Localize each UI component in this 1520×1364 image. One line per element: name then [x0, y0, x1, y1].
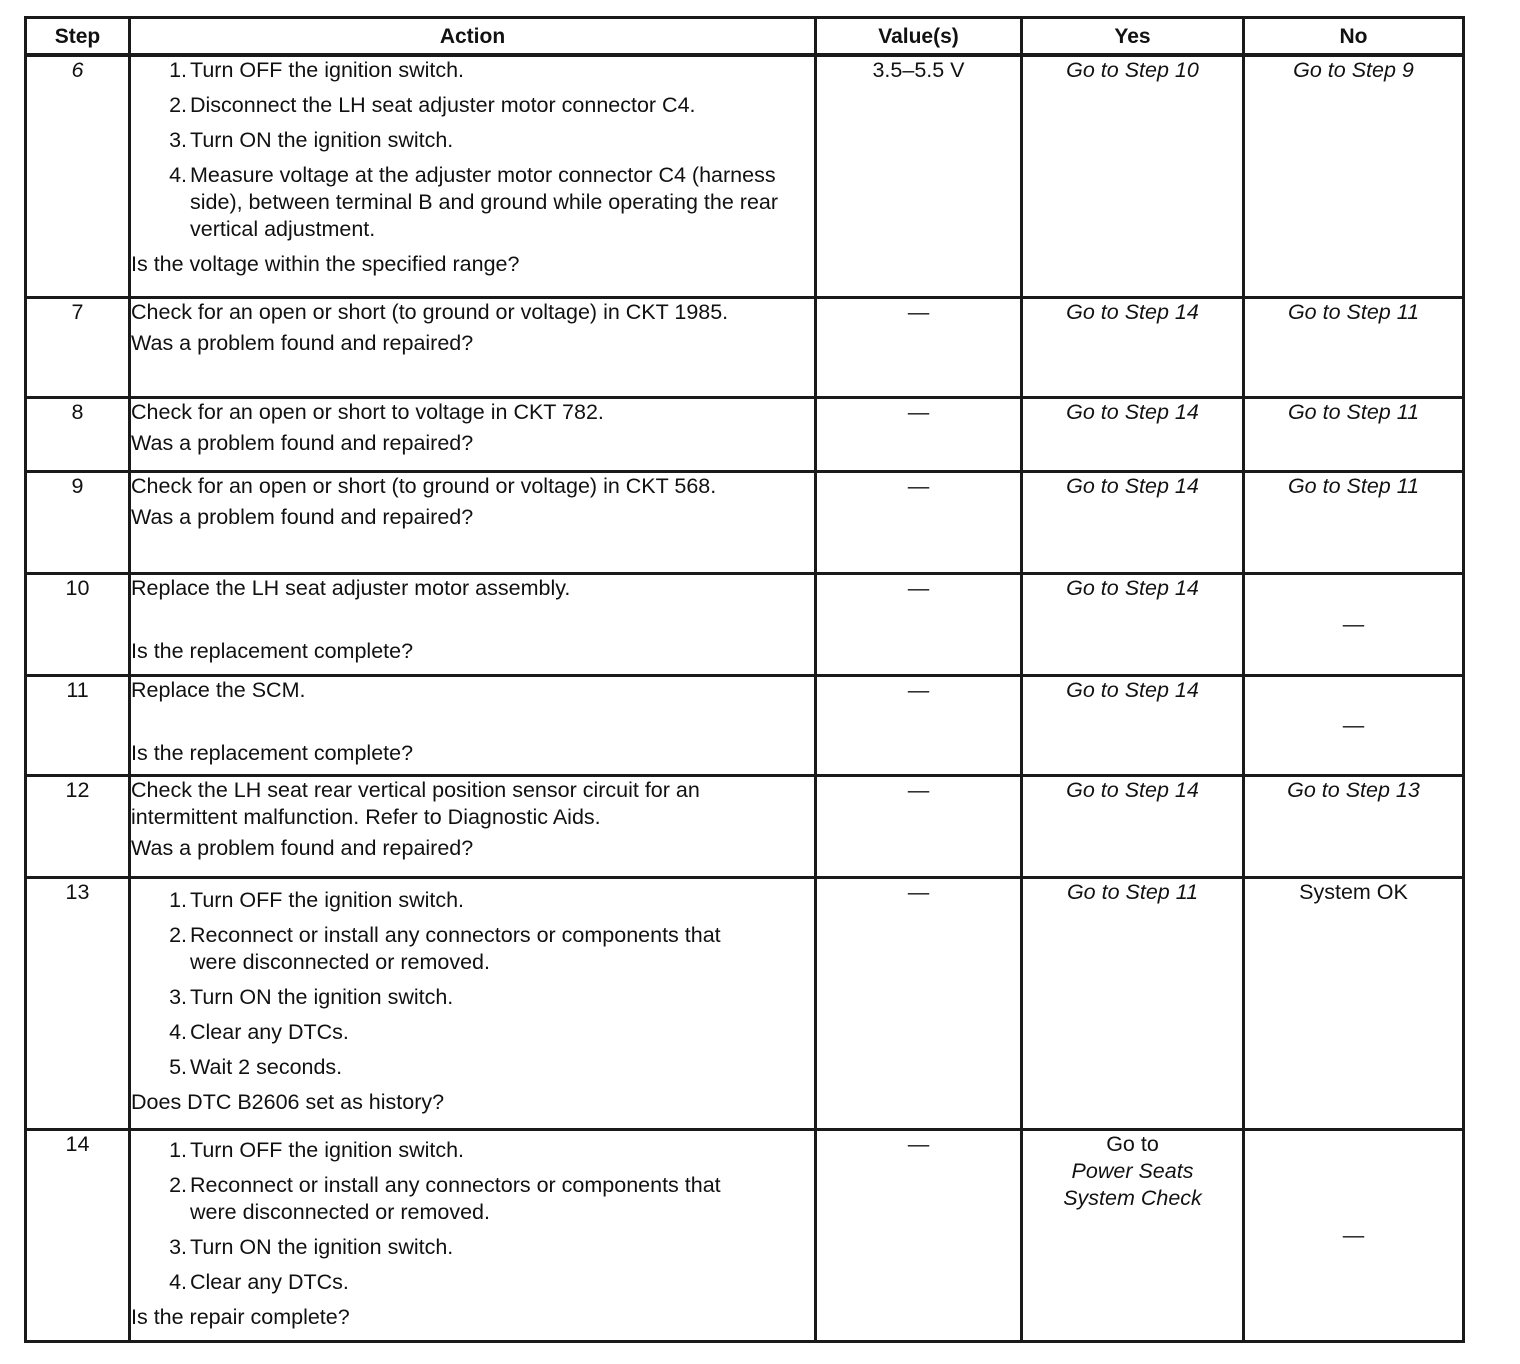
table-row [26, 297, 1464, 397]
list-item: 5. Wait 2 seconds. [169, 1054, 343, 1079]
no-cell: System OK [1244, 877, 1464, 1129]
value-cell: — [816, 297, 1022, 397]
spacer [131, 704, 814, 740]
list-item: 1. Turn OFF the ignition switch. [169, 887, 465, 912]
table-row [26, 471, 1464, 573]
yes-cell: Go to Step 14 [1022, 775, 1244, 877]
action-cell [130, 1129, 816, 1341]
action-cell [130, 573, 816, 675]
yes-cell: Go to Step 14 [1022, 675, 1244, 775]
value-cell: 3.5–5.5 V [816, 55, 1022, 297]
yes-cell: Go to Step 14 [1022, 297, 1244, 397]
table-row [26, 877, 1464, 1129]
action-text: Replace the LH seat adjuster motor assembly. [131, 575, 571, 600]
action-question: Was a problem found and repaired? [131, 504, 474, 529]
table-row [26, 1129, 1464, 1341]
step-number: 7 [26, 297, 130, 397]
spacer [131, 602, 814, 638]
header-action: Action [130, 18, 816, 56]
yes-line-3: System Check [1063, 1185, 1202, 1210]
action-text: Check for an open or short (to ground or voltage) in CKT 568. [131, 473, 717, 498]
list-item: 3. Turn ON the ignition switch. [169, 128, 454, 152]
table-row [26, 675, 1464, 775]
yes-cell: Go to Step 14 [1022, 471, 1244, 573]
action-question: Is the replacement complete? [131, 740, 414, 765]
list-item: 2. Reconnect or install any connectors or components that were disconnected or removed. [169, 922, 721, 974]
yes-line-2: Power Seats [1071, 1158, 1194, 1183]
step-number: 11 [26, 675, 130, 775]
no-cell: Go to Step 11 [1244, 397, 1464, 471]
action-cell [130, 55, 816, 297]
step-number: 12 [26, 775, 130, 877]
list-item: 4. Clear any DTCs. [169, 1269, 349, 1294]
value-cell: — [816, 573, 1022, 675]
no-cell: — [1244, 573, 1464, 675]
no-cell: Go to Step 11 [1244, 297, 1464, 397]
header-values: Value(s) [816, 18, 1022, 56]
step-number: 13 [26, 877, 130, 1129]
action-cell [130, 877, 816, 1129]
yes-cell: Go to Step 14 [1022, 573, 1244, 675]
list-item: 1. Turn OFF the ignition switch. [169, 1137, 465, 1162]
header-step: Step [26, 18, 130, 56]
no-cell: Go to Step 13 [1244, 775, 1464, 877]
list-item: 4. Measure voltage at the adjuster motor connector C4 (harness side), between terminal B and ground while operating the rear vertical adjustment. [169, 163, 779, 241]
yes-cell: Go to Step 10 [1022, 55, 1244, 297]
action-question: Does DTC B2606 set as history? [131, 1089, 445, 1114]
no-cell: — [1244, 675, 1464, 775]
action-cell [130, 471, 816, 573]
action-text: Replace the SCM. [131, 677, 306, 702]
list-item: 3. Turn ON the ignition switch. [169, 984, 454, 1009]
value-cell: — [816, 775, 1022, 877]
diagnostic-table [24, 16, 1465, 1343]
action-text: Check the LH seat rear vertical position sensor circuit for an intermittent malfunction. Refer to Diagnostic Aids. [131, 777, 700, 829]
step-number: 14 [26, 1129, 130, 1341]
table-row [26, 775, 1464, 877]
header-yes: Yes [1022, 18, 1244, 56]
value-cell: — [816, 397, 1022, 471]
yes-cell: Go to Step 11 [1022, 877, 1244, 1129]
list-item: 4. Clear any DTCs. [169, 1019, 349, 1044]
diagnostic-document [24, 16, 1462, 1343]
no-cell: Go to Step 9 [1244, 55, 1464, 297]
table-row [26, 55, 1464, 297]
step-number: 8 [26, 397, 130, 471]
action-cell [130, 775, 816, 877]
action-steps [131, 57, 814, 243]
action-cell [130, 675, 816, 775]
action-question: Was a problem found and repaired? [131, 430, 474, 455]
action-question: Was a problem found and repaired? [131, 330, 474, 355]
value-cell: — [816, 877, 1022, 1129]
yes-cell [1022, 1129, 1244, 1341]
value-cell: — [816, 471, 1022, 573]
action-question: Is the replacement complete? [131, 638, 414, 663]
yes-line-1: Go to [1106, 1131, 1159, 1156]
action-question: Is the repair complete? [131, 1304, 350, 1329]
table-row [26, 397, 1464, 471]
header-no: No [1244, 18, 1464, 56]
action-text: Check for an open or short (to ground or voltage) in CKT 1985. [131, 299, 729, 324]
action-steps [131, 887, 814, 1081]
value-cell: — [816, 1129, 1022, 1341]
list-item: 1. Turn OFF the ignition switch. [169, 58, 465, 82]
list-item: 3. Turn ON the ignition switch. [169, 1234, 454, 1259]
no-cell: — [1244, 1129, 1464, 1341]
action-steps [131, 1137, 814, 1296]
step-number: 6 [26, 55, 130, 297]
action-cell [130, 297, 816, 397]
action-cell [130, 397, 816, 471]
no-cell: Go to Step 11 [1244, 471, 1464, 573]
table-row [26, 573, 1464, 675]
value-cell: — [816, 675, 1022, 775]
list-item: 2. Disconnect the LH seat adjuster motor connector C4. [169, 93, 696, 117]
header-row [26, 18, 1464, 56]
list-item: 2. Reconnect or install any connectors or components that were disconnected or removed. [169, 1172, 721, 1224]
step-number: 10 [26, 573, 130, 675]
action-question: Was a problem found and repaired? [131, 835, 474, 860]
yes-cell: Go to Step 14 [1022, 397, 1244, 471]
step-number: 9 [26, 471, 130, 573]
action-text: Check for an open or short to voltage in CKT 782. [131, 399, 604, 424]
action-question: Is the voltage within the specified range? [131, 252, 520, 276]
